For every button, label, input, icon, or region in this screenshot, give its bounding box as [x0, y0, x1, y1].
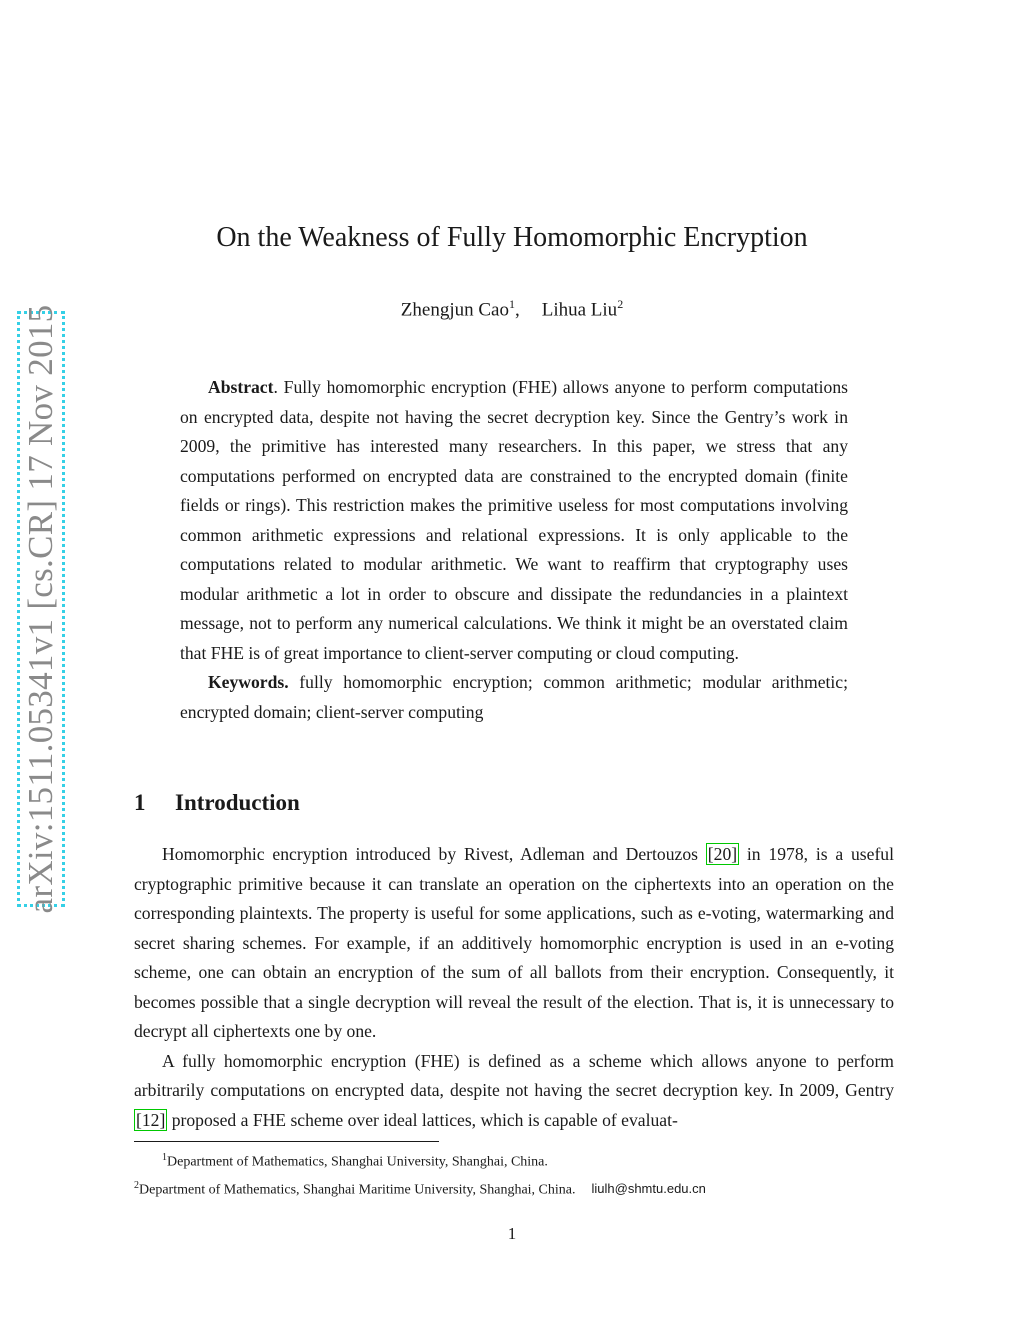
paragraph-text: proposed a FHE scheme over ideal lattices, which is capable of evaluat- [167, 1109, 678, 1130]
abstract-block [180, 373, 848, 727]
footnote-text: Department of Mathematics, Shanghai Maritime University, Shanghai, China. [139, 1182, 576, 1198]
author-name: Lihua Liu [541, 299, 618, 321]
footnote-divider [134, 1141, 439, 1142]
footnote-text: Department of Mathematics, Shanghai University, Shanghai, China. [167, 1154, 548, 1170]
footnote-mark: 1 [162, 1152, 167, 1163]
arxiv-identifier: arXiv:1511.05341v1 [cs.CR] 17 Nov 2015 [21, 304, 60, 914]
paragraph-text: Homomorphic encryption introduced by Rivest, Adleman and Dertouzos [162, 844, 706, 864]
body-paragraph [134, 840, 894, 1047]
footnote [134, 1174, 894, 1202]
section-number: 1 [134, 790, 146, 815]
keywords-text: fully homomorphic encryption; common arithmetic; modular arithmetic; encrypted domain; client-server computing [180, 672, 848, 722]
abstract-text: . Fully homomorphic encryption (FHE) allows anyone to perform computations on encrypted data, despite not having the secret decryption key. Since the Gentry’s work in 2009, the primitive has interested many researchers. In this paper, we stress that any computations performed on encrypted data are constrained to the encrypted domain (finite fields or rings). This restriction makes the primitive useless for most computations involving common arithmetic expressions and relational expressions. It is only applicable to the computations related to modular arithmetic. We want to reaffirm that cryptography uses modular arithmetic a lot in order to obscure and dissipate the redundancies in a plaintext message, not to perform any numerical calculations. We think it might be an overstated claim that FHE is of great importance to client-server computing or cloud computing. [180, 377, 848, 663]
author-list: Zhengjun Cao$^1$, Lihua Liu$^2$ [400, 297, 624, 321]
paper-title: On the Weakness of Fully Homomorphic Encryption [216, 222, 808, 253]
footnote [134, 1146, 894, 1174]
citation-link[interactable]: [12] [136, 1109, 166, 1130]
body-paragraph [134, 1047, 894, 1136]
arxiv-stamp [17, 304, 65, 914]
introduction-body [134, 840, 894, 1135]
paragraph-text: A fully homomorphic encryption (FHE) is defined as a scheme which allows anyone to perform arbitrarily computations on encrypted data, despite not having the secret decryption key. In 2009, Gentry [134, 1050, 894, 1100]
citation-link[interactable]: [20] [707, 844, 738, 864]
footnote-email: liulh@shmtu.edu.cn [591, 1181, 706, 1197]
abstract-label: Abstract [208, 377, 274, 397]
footnote-mark: 2 [134, 1179, 139, 1191]
author-affiliation-mark: 2 [617, 297, 624, 311]
section-heading [134, 790, 300, 816]
author-affiliation-mark: 1 [508, 297, 515, 311]
author-name: Zhengjun Cao [400, 299, 509, 321]
abstract-paragraph [180, 373, 848, 668]
section-title: Introduction [175, 790, 300, 815]
page-number: 1 [507, 1224, 517, 1243]
keywords-paragraph [180, 668, 848, 727]
keywords-label: Keywords. [208, 672, 289, 692]
footnotes [134, 1146, 894, 1201]
paragraph-text: in 1978, is a useful cryptographic primitive because it can translate an operation on the ciphertexts into an operation on the corresponding plaintexts. The property is useful for some applications, such as e-voting, watermarking and secret sharing schemes. For example, if an additively homomorphic encryption is used in an e-voting scheme, one can obtain an encryption of the sum of all ballots from their encryption. Consequently, it becomes possible that a single decryption will reveal the result of the election. That is, it is unnecessary to decrypt all ciphertexts one by one. [134, 844, 894, 1041]
